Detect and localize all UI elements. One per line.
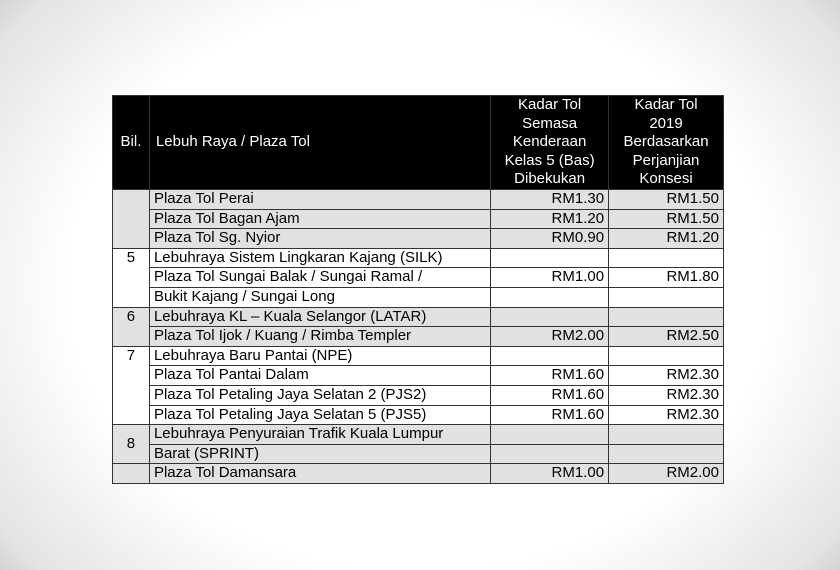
highway-name: Barat (SPRINT) [149,444,490,464]
table-row [113,464,724,484]
current-rate [491,444,609,464]
table-row [113,268,724,288]
plaza-name: Plaza Tol Ijok / Kuang / Rimba Templer [149,327,490,347]
rate-2019: RM2.30 [609,366,724,386]
current-rate [491,346,609,366]
header-current-line: Semasa [522,114,578,132]
header-current-line: Kenderaan [512,133,587,151]
rate-2019: RM1.50 [609,189,724,209]
current-rate [491,307,609,327]
highway-group [113,189,724,248]
current-rate: RM0.90 [491,229,609,249]
plaza-name: Plaza Tol Petaling Jaya Selatan 5 (PJS5) [149,405,490,425]
current-rate: RM1.00 [491,268,609,288]
current-rate: RM1.60 [491,366,609,386]
header-2019-line: Berdasarkan [623,133,709,151]
current-rate [491,287,609,307]
bil-cell: 5 [113,248,150,307]
header-highway-plaza: Lebuh Raya / Plaza Tol [149,96,490,190]
rate-2019: RM2.30 [609,385,724,405]
plaza-name: Plaza Tol Petaling Jaya Selatan 2 (PJS2) [149,385,490,405]
table-row [113,307,724,327]
header-current-line: Kadar Tol [518,96,582,113]
rate-2019: RM1.80 [609,268,724,288]
current-rate: RM1.20 [491,209,609,229]
plaza-name: Plaza Tol Perai [149,189,490,209]
current-rate: RM2.00 [491,327,609,347]
table-row [113,327,724,347]
header-2019-line: 2019 [649,114,683,132]
table-row [113,346,724,366]
plaza-name: Plaza Tol Damansara [149,464,490,484]
current-rate [491,425,609,445]
header-2019-line: Kadar Tol [634,96,698,113]
header-2019-line: Perjanjian [632,151,700,169]
table-row [113,405,724,425]
plaza-name: Plaza Tol Bagan Ajam [149,209,490,229]
rate-2019 [609,287,724,307]
current-rate: RM1.30 [491,189,609,209]
table-row [113,385,724,405]
table-row [113,248,724,268]
highway-name: Lebuhraya KL – Kuala Selangor (LATAR) [149,307,490,327]
rate-2019: RM1.20 [609,229,724,249]
highway-name: Lebuhraya Penyuraian Trafik Kuala Lumpur [149,425,490,445]
highway-group [113,248,724,307]
table-row [113,444,724,464]
bil-cell: 6 [113,307,150,346]
table-row [113,229,724,249]
rate-2019 [609,248,724,268]
rate-2019: RM2.50 [609,327,724,347]
header-bil: Bil. [113,96,150,190]
table-row [113,287,724,307]
plaza-name: Plaza Tol Sg. Nyior [149,229,490,249]
bil-cell [113,189,150,248]
table-row [113,425,724,445]
current-rate: RM1.00 [491,464,609,484]
current-rate [491,248,609,268]
plaza-name: Plaza Tol Pantai Dalam [149,366,490,386]
bil-cell-empty [113,464,150,484]
highway-group [113,425,724,484]
highway-name: Lebuhraya Sistem Lingkaran Kajang (SILK) [149,248,490,268]
bil-cell: 8 [113,425,150,464]
highway-name: Lebuhraya Baru Pantai (NPE) [149,346,490,366]
current-rate: RM1.60 [491,385,609,405]
header-current-line: Kelas 5 (Bas) [504,151,595,169]
rate-2019 [609,425,724,445]
highway-group [113,307,724,346]
header-current-rate [491,96,609,190]
rate-2019 [609,307,724,327]
plaza-name: Plaza Tol Sungai Balak / Sungai Ramal / [149,268,490,288]
bil-cell: 7 [113,346,150,424]
rate-2019 [609,444,724,464]
table-header-row [113,96,724,190]
toll-rate-table [112,95,724,484]
table-row [113,366,724,386]
highway-group [113,346,724,424]
table-row [113,189,724,209]
rate-2019: RM2.00 [609,464,724,484]
header-2019-rate [609,96,724,190]
rate-2019: RM1.50 [609,209,724,229]
header-2019-line: Konsesi [639,170,693,188]
rate-2019 [609,346,724,366]
header-current-line: Dibekukan [514,170,586,188]
table-row [113,209,724,229]
current-rate: RM1.60 [491,405,609,425]
rate-2019: RM2.30 [609,405,724,425]
plaza-name: Bukit Kajang / Sungai Long [149,287,490,307]
